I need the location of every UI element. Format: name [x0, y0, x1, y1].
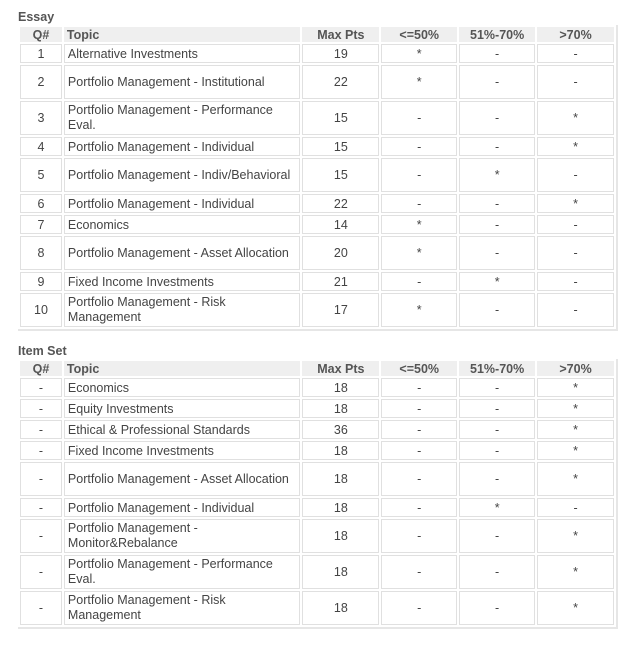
essay-table-body: [20, 44, 614, 327]
max-pts-cell: 18: [302, 591, 379, 625]
over-70-cell: -: [537, 44, 614, 63]
question-number-cell: 9: [20, 272, 62, 291]
column-header-under-50: <=50%: [381, 361, 457, 376]
column-header-under-50: <=50%: [381, 27, 457, 42]
max-pts-cell: 18: [302, 462, 379, 496]
range-51-70-cell: -: [459, 65, 535, 99]
max-pts-cell: 22: [302, 65, 379, 99]
question-number-cell: 1: [20, 44, 62, 63]
topic-cell: Portfolio Management - Indiv/Behavioral: [64, 158, 301, 192]
over-70-cell: -: [537, 236, 614, 270]
under-50-cell: -: [381, 194, 457, 213]
range-51-70-cell: -: [459, 519, 535, 553]
under-50-cell: *: [381, 44, 457, 63]
range-51-70-cell: -: [459, 215, 535, 234]
table-row: [20, 44, 614, 63]
table-row: [20, 215, 614, 234]
topic-cell: Portfolio Management - Institutional: [64, 65, 301, 99]
table-row: [20, 420, 614, 439]
max-pts-cell: 22: [302, 194, 379, 213]
max-pts-cell: 18: [302, 441, 379, 460]
max-pts-cell: 15: [302, 137, 379, 156]
max-pts-cell: 17: [302, 293, 379, 327]
essay-section-title: Essay: [18, 10, 55, 24]
range-51-70-cell: -: [459, 378, 535, 397]
over-70-cell: -: [537, 272, 614, 291]
range-51-70-cell: -: [459, 137, 535, 156]
over-70-cell: *: [537, 519, 614, 553]
over-70-cell: -: [537, 215, 614, 234]
range-51-70-cell: -: [459, 462, 535, 496]
topic-cell: Portfolio Management - Asset Allocation: [64, 462, 301, 496]
table-row: [20, 137, 614, 156]
table-row: [20, 158, 614, 192]
topic-cell: Portfolio Management - Performance Eval.: [64, 555, 301, 589]
item-set-table-body: [20, 378, 614, 625]
under-50-cell: -: [381, 591, 457, 625]
over-70-cell: *: [537, 591, 614, 625]
over-70-cell: *: [537, 399, 614, 418]
topic-cell: Portfolio Management - Asset Allocation: [64, 236, 301, 270]
column-header-q: Q#: [20, 27, 62, 42]
question-number-cell: -: [20, 498, 62, 517]
column-header-topic: Topic: [64, 361, 301, 376]
question-number-cell: -: [20, 462, 62, 496]
under-50-cell: -: [381, 462, 457, 496]
table-row: [20, 272, 614, 291]
table-row: [20, 498, 614, 517]
range-51-70-cell: -: [459, 194, 535, 213]
over-70-cell: *: [537, 462, 614, 496]
over-70-cell: -: [537, 65, 614, 99]
topic-cell: Economics: [64, 215, 301, 234]
question-number-cell: 3: [20, 101, 62, 135]
max-pts-cell: 36: [302, 420, 379, 439]
column-header-max-pts: Max Pts: [302, 27, 379, 42]
under-50-cell: -: [381, 498, 457, 517]
range-51-70-cell: *: [459, 498, 535, 517]
over-70-cell: *: [537, 137, 614, 156]
max-pts-cell: 18: [302, 555, 379, 589]
range-51-70-cell: -: [459, 399, 535, 418]
table-row: [20, 441, 614, 460]
under-50-cell: -: [381, 441, 457, 460]
question-number-cell: 5: [20, 158, 62, 192]
essay-section: [18, 9, 618, 331]
over-70-cell: *: [537, 194, 614, 213]
under-50-cell: *: [381, 215, 457, 234]
over-70-cell: -: [537, 158, 614, 192]
table-row: [20, 555, 614, 589]
column-header-topic: Topic: [64, 27, 301, 42]
max-pts-cell: 15: [302, 158, 379, 192]
range-51-70-cell: -: [459, 441, 535, 460]
question-number-cell: -: [20, 519, 62, 553]
max-pts-cell: 21: [302, 272, 379, 291]
column-header-max-pts: Max Pts: [302, 361, 379, 376]
over-70-cell: *: [537, 555, 614, 589]
question-number-cell: -: [20, 399, 62, 418]
topic-cell: Economics: [64, 378, 301, 397]
question-number-cell: -: [20, 441, 62, 460]
range-51-70-cell: -: [459, 236, 535, 270]
range-51-70-cell: -: [459, 591, 535, 625]
table-row: [20, 591, 614, 625]
item-set-table: [18, 359, 618, 629]
topic-cell: Portfolio Management - Individual: [64, 194, 301, 213]
range-51-70-cell: *: [459, 158, 535, 192]
question-number-cell: 6: [20, 194, 62, 213]
table-row: [20, 101, 614, 135]
item-set-section: [18, 343, 618, 629]
table-row: [20, 519, 614, 553]
column-header-over-70: >70%: [537, 361, 614, 376]
topic-cell: Equity Investments: [64, 399, 301, 418]
table-row: [20, 65, 614, 99]
range-51-70-cell: -: [459, 555, 535, 589]
table-row: [20, 378, 614, 397]
under-50-cell: -: [381, 555, 457, 589]
over-70-cell: *: [537, 101, 614, 135]
topic-cell: Fixed Income Investments: [64, 441, 301, 460]
max-pts-cell: 18: [302, 378, 379, 397]
topic-cell: Portfolio Management - Risk Management: [64, 591, 301, 625]
topic-cell: Portfolio Management - Monitor&Rebalance: [64, 519, 301, 553]
topic-cell: Portfolio Management - Individual: [64, 137, 301, 156]
topic-cell: Ethical & Professional Standards: [64, 420, 301, 439]
range-51-70-cell: -: [459, 44, 535, 63]
topic-cell: Portfolio Management - Performance Eval.: [64, 101, 301, 135]
max-pts-cell: 18: [302, 498, 379, 517]
under-50-cell: -: [381, 378, 457, 397]
under-50-cell: *: [381, 236, 457, 270]
table-row: [20, 194, 614, 213]
under-50-cell: -: [381, 420, 457, 439]
under-50-cell: -: [381, 137, 457, 156]
max-pts-cell: 20: [302, 236, 379, 270]
question-number-cell: -: [20, 420, 62, 439]
table-row: [20, 293, 614, 327]
question-number-cell: 8: [20, 236, 62, 270]
item-set-section-title: Item Set: [18, 344, 67, 358]
topic-cell: Portfolio Management - Individual: [64, 498, 301, 517]
question-number-cell: 10: [20, 293, 62, 327]
under-50-cell: *: [381, 293, 457, 327]
essay-table: [18, 25, 618, 331]
max-pts-cell: 15: [302, 101, 379, 135]
question-number-cell: -: [20, 378, 62, 397]
under-50-cell: -: [381, 101, 457, 135]
table-row: [20, 236, 614, 270]
column-header-q: Q#: [20, 361, 62, 376]
question-number-cell: -: [20, 555, 62, 589]
question-number-cell: 2: [20, 65, 62, 99]
table-row: [20, 399, 614, 418]
range-51-70-cell: -: [459, 293, 535, 327]
max-pts-cell: 18: [302, 399, 379, 418]
max-pts-cell: 18: [302, 519, 379, 553]
max-pts-cell: 14: [302, 215, 379, 234]
essay-header-row: [20, 27, 614, 42]
under-50-cell: -: [381, 272, 457, 291]
range-51-70-cell: -: [459, 420, 535, 439]
under-50-cell: -: [381, 399, 457, 418]
topic-cell: Alternative Investments: [64, 44, 301, 63]
topic-cell: Portfolio Management - Risk Management: [64, 293, 301, 327]
column-header-over-70: >70%: [537, 27, 614, 42]
question-number-cell: 7: [20, 215, 62, 234]
question-number-cell: -: [20, 591, 62, 625]
range-51-70-cell: -: [459, 101, 535, 135]
question-number-cell: 4: [20, 137, 62, 156]
under-50-cell: -: [381, 519, 457, 553]
topic-cell: Fixed Income Investments: [64, 272, 301, 291]
over-70-cell: *: [537, 420, 614, 439]
over-70-cell: -: [537, 498, 614, 517]
table-row: [20, 462, 614, 496]
column-header-51-70: 51%-70%: [459, 27, 535, 42]
column-header-51-70: 51%-70%: [459, 361, 535, 376]
over-70-cell: -: [537, 293, 614, 327]
under-50-cell: *: [381, 65, 457, 99]
under-50-cell: -: [381, 158, 457, 192]
over-70-cell: *: [537, 441, 614, 460]
range-51-70-cell: *: [459, 272, 535, 291]
max-pts-cell: 19: [302, 44, 379, 63]
item-set-header-row: [20, 361, 614, 376]
over-70-cell: *: [537, 378, 614, 397]
